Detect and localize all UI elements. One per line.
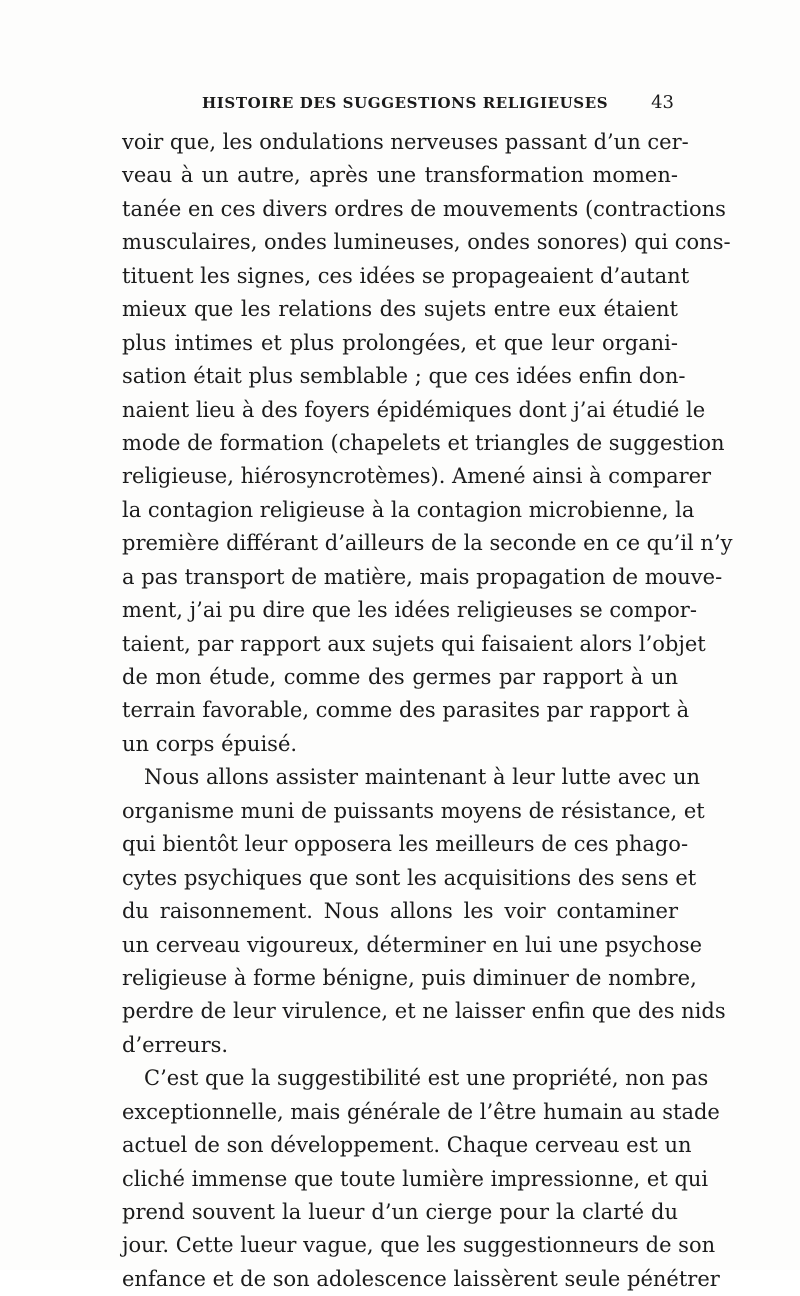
text-line: actuel de son développement. Chaque cerveau est un — [122, 1133, 692, 1158]
text-line: terrain favorable, comme des parasites par rapport à — [122, 698, 690, 723]
text-line: sation était plus semblable ; que ces idées enfin don- — [122, 364, 686, 389]
text-line: de mon étude, comme des germes par rapport à un — [122, 665, 678, 689]
text-line: ment, j’ai pu dire que les idées religieuses se compor- — [122, 598, 697, 623]
text-line: voir que, les ondulations nerveuses passant d’un cer- — [122, 130, 689, 154]
text-line: mieux que les relations des sujets entre eux étaient — [122, 297, 678, 322]
text-line: naient lieu à des foyers épidémiques dont j’ai étudié le — [122, 397, 706, 422]
text-line: première différant d’ailleurs de la seconde en ce qu’il n’y — [122, 531, 733, 556]
paragraph-start-line: C’est que la suggestibilité est une propriété, non pas — [144, 1066, 709, 1091]
text-line: exceptionnelle, mais générale de l’être humain au stade — [122, 1099, 720, 1124]
text-line: prend souvent la lueur d’un cierge pour la clarté du — [122, 1200, 678, 1224]
text-line: enfance et de son adolescence laissèrent seule pénétrer — [122, 1266, 720, 1291]
text-line: perdre de leur virulence, et ne laisser enfin que des nids — [122, 999, 726, 1024]
paragraph-start-line: Nous allons assister maintenant à leur lutte avec un — [144, 765, 701, 790]
running-header — [120, 92, 678, 118]
text-line: qui bientôt leur opposera les meilleurs de ces phago- — [122, 832, 689, 857]
body-text — [122, 126, 733, 1296]
text-line: cytes psychiques que sont les acquisitions des sens et — [122, 865, 697, 890]
paragraph-end-line: d’erreurs. — [122, 1032, 229, 1057]
text-line: organisme muni de puissants moyens de résistance, et — [122, 798, 705, 823]
text-line: la contagion religieuse à la contagion microbienne, la — [122, 497, 695, 522]
text-line: religieuse à forme bénigne, puis diminuer de nombre, — [122, 965, 697, 990]
text-line: plus intimes et plus prolongées, et que leur organi- — [122, 330, 678, 355]
text-line: mode de formation (chapelets et triangles de suggestion — [122, 430, 725, 455]
running-title: HISTOIRE DES SUGGESTIONS RELIGIEUSES — [202, 94, 609, 112]
text-line: veau à un autre, après une transformation momen- — [122, 163, 678, 188]
text-line: religieuse, hiérosyncrotèmes). Amené ainsi à comparer — [122, 464, 712, 489]
text-line: un cerveau vigoureux, déterminer en lui une psychose — [122, 932, 703, 957]
paragraph-end-line: un corps épuisé. — [122, 731, 298, 756]
text-line: taient, par rapport aux sujets qui faisaient alors l’objet — [122, 631, 706, 656]
text-line: tituent les signes, ces idées se propageaient d’autant — [122, 263, 690, 288]
text-line: tanée en ces divers ordres de mouvements (contractions — [122, 196, 726, 221]
page-number: 43 — [651, 92, 674, 113]
text-line: a pas transport de matière, mais propagation de mouve- — [122, 564, 723, 589]
text-line: cliché immense que toute lumière impressionne, et qui — [122, 1166, 709, 1191]
text-line: du raisonnement. Nous allons les voir contaminer — [122, 899, 678, 924]
text-line: jour. Cette lueur vague, que les suggestionneurs de son — [122, 1233, 716, 1258]
text-line: musculaires, ondes lumineuses, ondes sonores) qui cons- — [122, 230, 731, 255]
